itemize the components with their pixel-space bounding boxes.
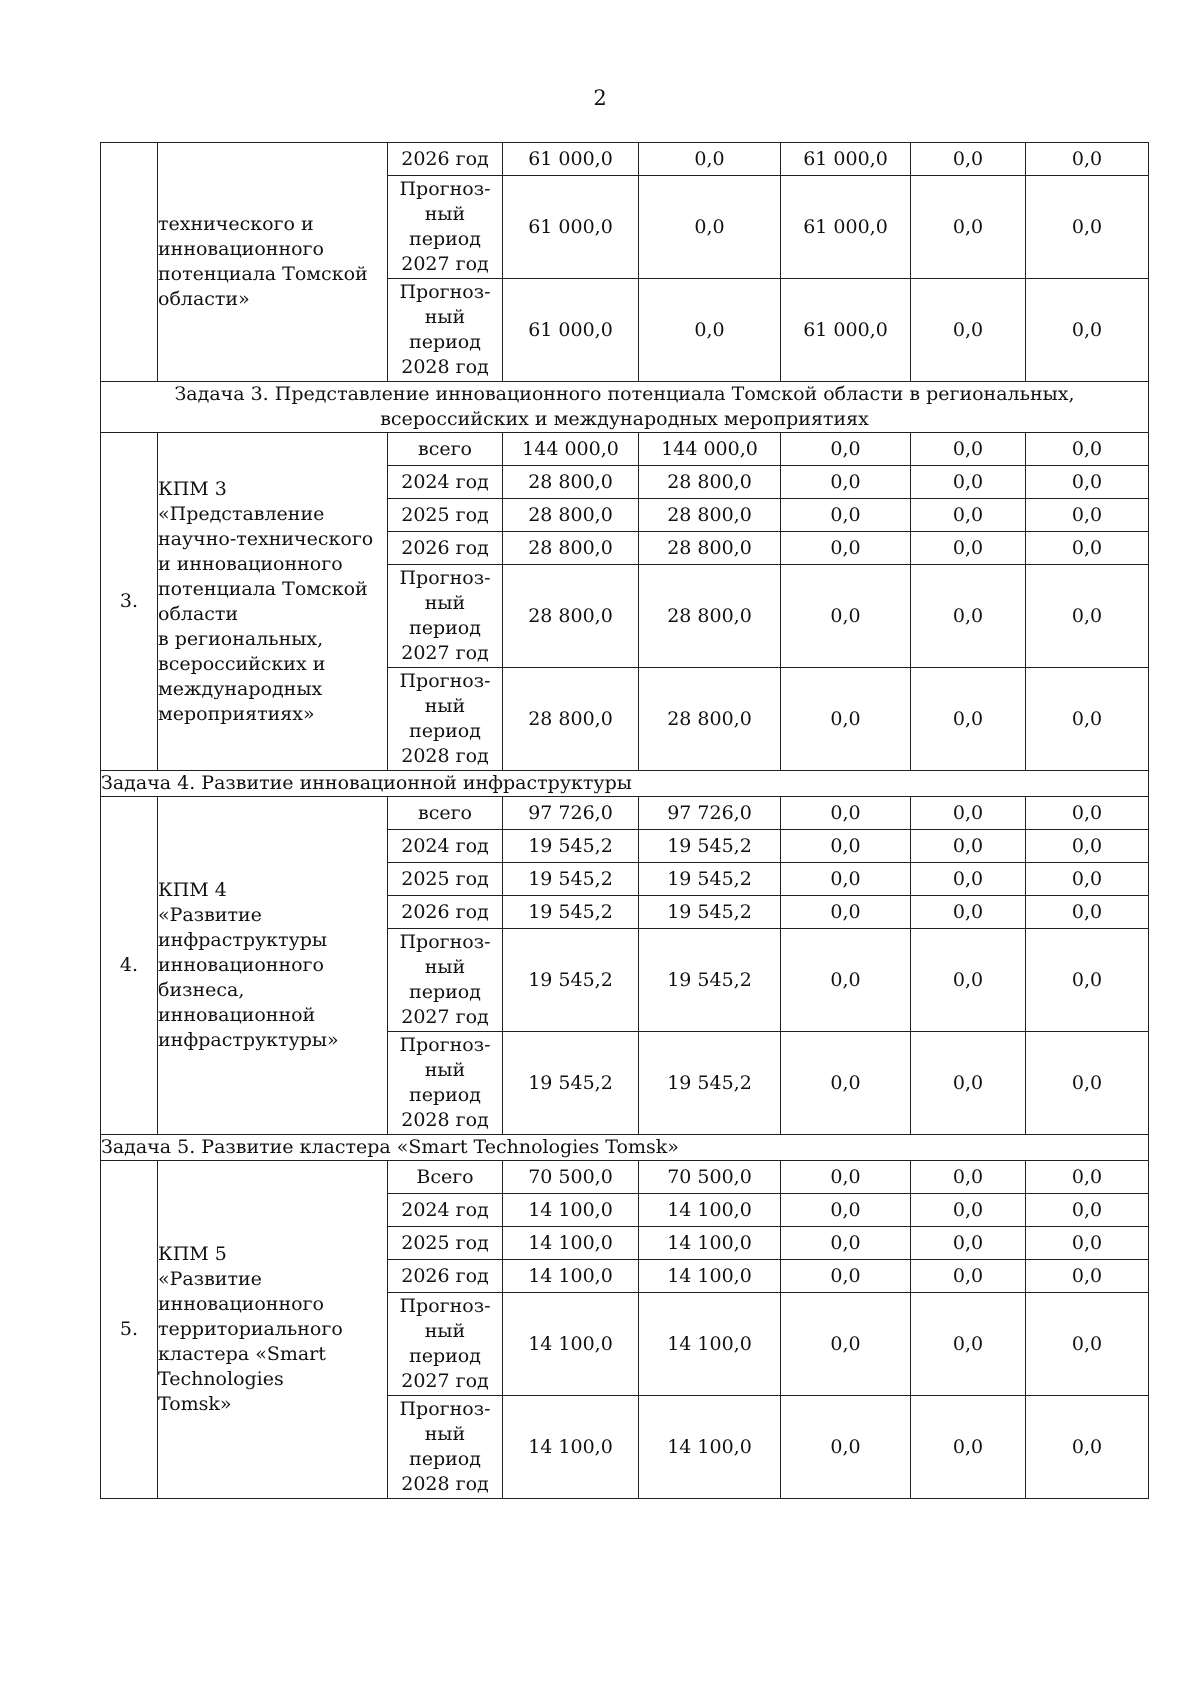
value-cell: 19 545,2 — [503, 830, 639, 863]
value-cell: 0,0 — [781, 1032, 911, 1135]
value-cell: 0,0 — [639, 176, 781, 279]
value-cell: 0,0 — [1026, 1396, 1149, 1499]
value-cell: 0,0 — [781, 1260, 911, 1293]
period-label: всего — [388, 433, 503, 466]
value-cell: 0,0 — [1026, 668, 1149, 771]
value-cell: 14 100,0 — [503, 1396, 639, 1499]
value-cell: 0,0 — [1026, 1260, 1149, 1293]
value-cell: 19 545,2 — [639, 830, 781, 863]
value-cell: 0,0 — [911, 1260, 1026, 1293]
value-cell: 0,0 — [781, 1293, 911, 1396]
value-cell: 14 100,0 — [639, 1396, 781, 1499]
value-cell: 19 545,2 — [639, 1032, 781, 1135]
value-cell: 0,0 — [911, 668, 1026, 771]
value-cell: 61 000,0 — [503, 279, 639, 382]
value-cell: 0,0 — [781, 896, 911, 929]
value-cell: 0,0 — [781, 1194, 911, 1227]
table-row — [101, 1161, 1149, 1194]
value-cell: 0,0 — [911, 797, 1026, 830]
period-label: Прогноз- ный период 2028 год — [388, 668, 503, 771]
value-cell: 0,0 — [1026, 797, 1149, 830]
value-cell: 0,0 — [911, 466, 1026, 499]
period-label: Прогноз- ный период 2027 год — [388, 1293, 503, 1396]
period-label: 2024 год — [388, 1194, 503, 1227]
value-cell: 19 545,2 — [639, 929, 781, 1032]
value-cell: 19 545,2 — [639, 896, 781, 929]
period-label: 2026 год — [388, 896, 503, 929]
value-cell: 0,0 — [911, 433, 1026, 466]
period-label: 2025 год — [388, 1227, 503, 1260]
value-cell: 0,0 — [1026, 896, 1149, 929]
period-label: 2026 год — [388, 143, 503, 176]
value-cell: 19 545,2 — [639, 863, 781, 896]
value-cell: 0,0 — [781, 1227, 911, 1260]
value-cell: 14 100,0 — [639, 1194, 781, 1227]
value-cell: 0,0 — [911, 1293, 1026, 1396]
value-cell: 28 800,0 — [503, 668, 639, 771]
program-name: КПМ 4 «Развитие инфраструктуры инновационного бизнеса, инновационной инфраструктуры» — [158, 797, 388, 1135]
value-cell: 19 545,2 — [503, 863, 639, 896]
value-cell: 0,0 — [781, 466, 911, 499]
value-cell: 0,0 — [911, 499, 1026, 532]
value-cell: 0,0 — [1026, 176, 1149, 279]
page-number: 2 — [593, 86, 607, 110]
row-number: 3. — [101, 433, 158, 771]
value-cell: 0,0 — [911, 1227, 1026, 1260]
value-cell: 0,0 — [781, 499, 911, 532]
value-cell: 0,0 — [911, 929, 1026, 1032]
value-cell: 61 000,0 — [503, 176, 639, 279]
value-cell: 0,0 — [781, 929, 911, 1032]
value-cell: 61 000,0 — [503, 143, 639, 176]
value-cell: 0,0 — [911, 143, 1026, 176]
value-cell: 144 000,0 — [639, 433, 781, 466]
table-body — [101, 143, 1149, 1499]
value-cell: 0,0 — [1026, 1194, 1149, 1227]
value-cell: 28 800,0 — [503, 499, 639, 532]
value-cell: 28 800,0 — [503, 532, 639, 565]
value-cell: 0,0 — [911, 863, 1026, 896]
period-label: Прогноз- ный период 2027 год — [388, 565, 503, 668]
program-name: КПМ 5 «Развитие инновационного территориального кластера «Smart Technologies Tomsk» — [158, 1161, 388, 1499]
value-cell: 0,0 — [781, 565, 911, 668]
program-name: технического и инновационного потенциала Томской области» — [158, 143, 388, 382]
value-cell: 0,0 — [1026, 1032, 1149, 1135]
value-cell: 19 545,2 — [503, 1032, 639, 1135]
period-label: 2024 год — [388, 830, 503, 863]
value-cell: 0,0 — [781, 830, 911, 863]
value-cell: 0,0 — [1026, 1161, 1149, 1194]
value-cell: 0,0 — [911, 532, 1026, 565]
value-cell: 0,0 — [1026, 433, 1149, 466]
value-cell: 19 545,2 — [503, 929, 639, 1032]
value-cell: 0,0 — [911, 279, 1026, 382]
value-cell: 28 800,0 — [639, 565, 781, 668]
value-cell: 0,0 — [911, 176, 1026, 279]
value-cell: 0,0 — [1026, 532, 1149, 565]
value-cell: 0,0 — [911, 1396, 1026, 1499]
period-label: Прогноз- ный период 2027 год — [388, 929, 503, 1032]
value-cell: 19 545,2 — [503, 896, 639, 929]
row-number: 5. — [101, 1161, 158, 1499]
value-cell: 0,0 — [911, 830, 1026, 863]
value-cell: 28 800,0 — [503, 565, 639, 668]
table-row — [101, 797, 1149, 830]
value-cell: 0,0 — [781, 1396, 911, 1499]
value-cell: 70 500,0 — [503, 1161, 639, 1194]
table-row — [101, 143, 1149, 176]
task-heading: Задача 5. Развитие кластера «Smart Technologies Tomsk» — [101, 1135, 1149, 1161]
value-cell: 0,0 — [639, 279, 781, 382]
value-cell: 0,0 — [911, 1161, 1026, 1194]
table-row — [101, 433, 1149, 466]
period-label: 2024 год — [388, 466, 503, 499]
task-heading: Задача 3. Представление инновационного потенциала Томской области в региональных, всероссийских и международных мероприятиях — [101, 382, 1149, 433]
value-cell: 0,0 — [911, 896, 1026, 929]
value-cell: 144 000,0 — [503, 433, 639, 466]
value-cell: 0,0 — [781, 668, 911, 771]
period-label: 2025 год — [388, 499, 503, 532]
value-cell: 14 100,0 — [639, 1293, 781, 1396]
value-cell: 97 726,0 — [639, 797, 781, 830]
value-cell: 0,0 — [1026, 863, 1149, 896]
value-cell: 0,0 — [1026, 830, 1149, 863]
period-label: Прогноз- ный период 2028 год — [388, 279, 503, 382]
value-cell: 14 100,0 — [639, 1260, 781, 1293]
budget-table — [100, 142, 1149, 1499]
period-label: Прогноз- ный период 2027 год — [388, 176, 503, 279]
period-label: 2025 год — [388, 863, 503, 896]
value-cell: 0,0 — [1026, 565, 1149, 668]
period-label: Прогноз- ный период 2028 год — [388, 1032, 503, 1135]
value-cell: 0,0 — [911, 1194, 1026, 1227]
value-cell: 0,0 — [639, 143, 781, 176]
period-label: всего — [388, 797, 503, 830]
value-cell: 0,0 — [1026, 499, 1149, 532]
period-label: Прогноз- ный период 2028 год — [388, 1396, 503, 1499]
value-cell: 28 800,0 — [639, 499, 781, 532]
value-cell: 0,0 — [781, 797, 911, 830]
row-number — [101, 143, 158, 382]
value-cell: 14 100,0 — [503, 1293, 639, 1396]
value-cell: 0,0 — [781, 1161, 911, 1194]
value-cell: 0,0 — [1026, 143, 1149, 176]
value-cell: 0,0 — [1026, 279, 1149, 382]
task-row — [101, 1135, 1149, 1161]
period-label: Всего — [388, 1161, 503, 1194]
period-label: 2026 год — [388, 532, 503, 565]
value-cell: 0,0 — [781, 532, 911, 565]
period-label: 2026 год — [388, 1260, 503, 1293]
value-cell: 0,0 — [911, 565, 1026, 668]
value-cell: 14 100,0 — [503, 1227, 639, 1260]
value-cell: 61 000,0 — [781, 143, 911, 176]
value-cell: 28 800,0 — [639, 668, 781, 771]
program-name: КПМ 3 «Представление научно-технического и инновационного потенциала Томской области в региональных, всероссийских и международных мероприятиях» — [158, 433, 388, 771]
value-cell: 0,0 — [1026, 1227, 1149, 1260]
value-cell: 14 100,0 — [639, 1227, 781, 1260]
value-cell: 14 100,0 — [503, 1260, 639, 1293]
value-cell: 0,0 — [911, 1032, 1026, 1135]
value-cell: 14 100,0 — [503, 1194, 639, 1227]
value-cell: 0,0 — [1026, 929, 1149, 1032]
value-cell: 0,0 — [1026, 1293, 1149, 1396]
value-cell: 28 800,0 — [639, 466, 781, 499]
task-heading: Задача 4. Развитие инновационной инфраструктуры — [101, 771, 1149, 797]
value-cell: 28 800,0 — [503, 466, 639, 499]
row-number: 4. — [101, 797, 158, 1135]
value-cell: 0,0 — [781, 433, 911, 466]
value-cell: 61 000,0 — [781, 279, 911, 382]
value-cell: 61 000,0 — [781, 176, 911, 279]
value-cell: 28 800,0 — [639, 532, 781, 565]
task-row — [101, 771, 1149, 797]
value-cell: 70 500,0 — [639, 1161, 781, 1194]
value-cell: 97 726,0 — [503, 797, 639, 830]
value-cell: 0,0 — [1026, 466, 1149, 499]
value-cell: 0,0 — [781, 863, 911, 896]
task-row — [101, 382, 1149, 433]
